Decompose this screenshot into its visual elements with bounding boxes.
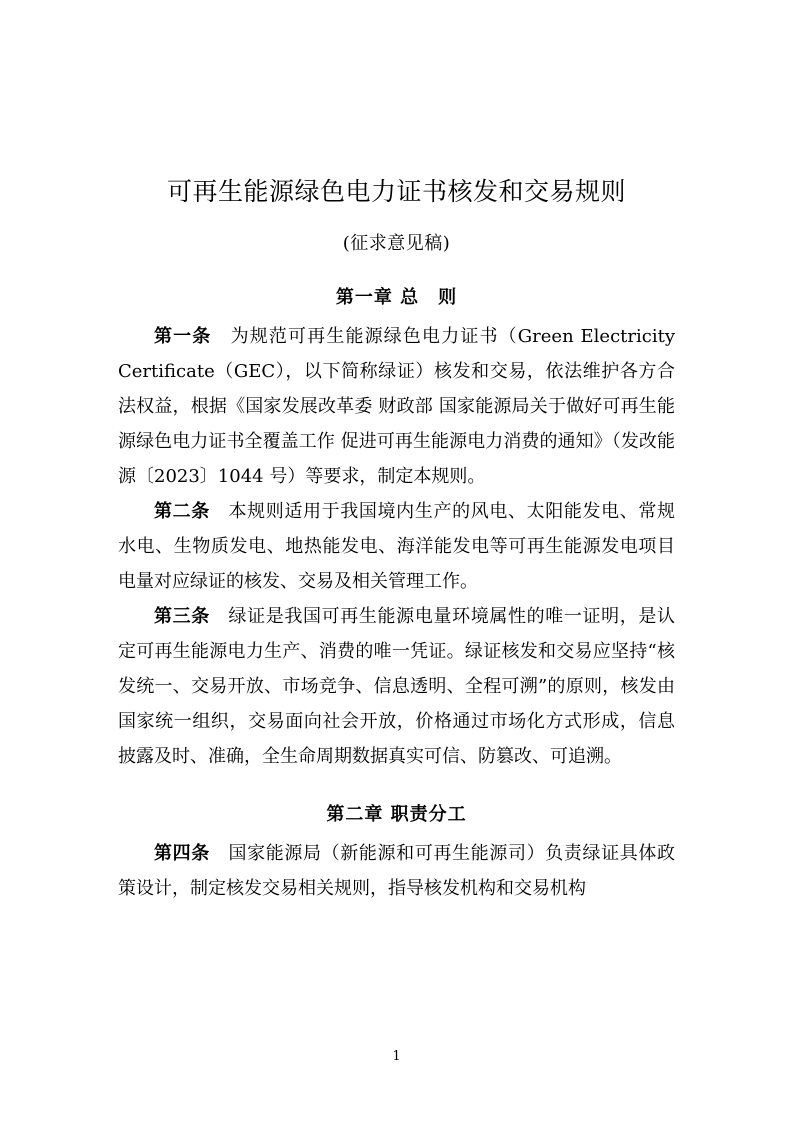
- article-text: 绿证是我国可再生能源电量环境属性的唯一证明，是认定可再生能源电力生产、消费的唯一凭证。绿证核发和交易应坚持“核发统一、交易开放、市场竞争、信息透明、全程可溯”的原则，核发由国家统一组织，交易面向社会开放，价格通过市场化方式形成，信息披露及时、准确，全生命周期数据真实可信、防篡改、可追溯。: [118, 605, 675, 767]
- article-paragraph: [118, 319, 675, 494]
- article-number: 第四条: [154, 842, 210, 864]
- chapter-heading-1: 第一章 总 则: [335, 286, 458, 308]
- page-subtitle: (征求意见稿): [342, 232, 451, 254]
- article-number: 第一条: [154, 325, 212, 347]
- chapter-heading-2: 第二章 职责分工: [326, 803, 467, 825]
- article-paragraph: [118, 836, 675, 906]
- article-text: 本规则适用于我国境内生产的风电、太阳能发电、常规水电、生物质发电、地热能发电、海洋能发电等可再生能源发电项目电量对应绿证的核发、交易及相关管理工作。: [118, 500, 675, 592]
- article-paragraph: [118, 599, 675, 774]
- article-paragraph: [118, 494, 675, 599]
- page-title: 可再生能源绿色电力证书核发和交易规则: [166, 177, 626, 206]
- page-number: 1: [392, 1049, 401, 1064]
- article-number: 第二条: [154, 500, 210, 522]
- article-text: 为规范可再生能源绿色电力证书（Green Electricity Certificate（GEC），以下简称绿证）核发和交易，依法维护各方合法权益，根据《国家发展改革委 财政部 国家能源局关于做好可再生能源绿色电力证书全覆盖工作 促进可再生能源电力消费的通知》（发改能源〔2023〕1044 号）等要求，制定本规则。: [118, 325, 676, 487]
- article-number: 第三条: [154, 605, 210, 627]
- article-text: 国家能源局（新能源和可再生能源司）负责绿证具体政策设计，制定核发交易相关规则，指导核发机构和交易机构: [118, 842, 675, 899]
